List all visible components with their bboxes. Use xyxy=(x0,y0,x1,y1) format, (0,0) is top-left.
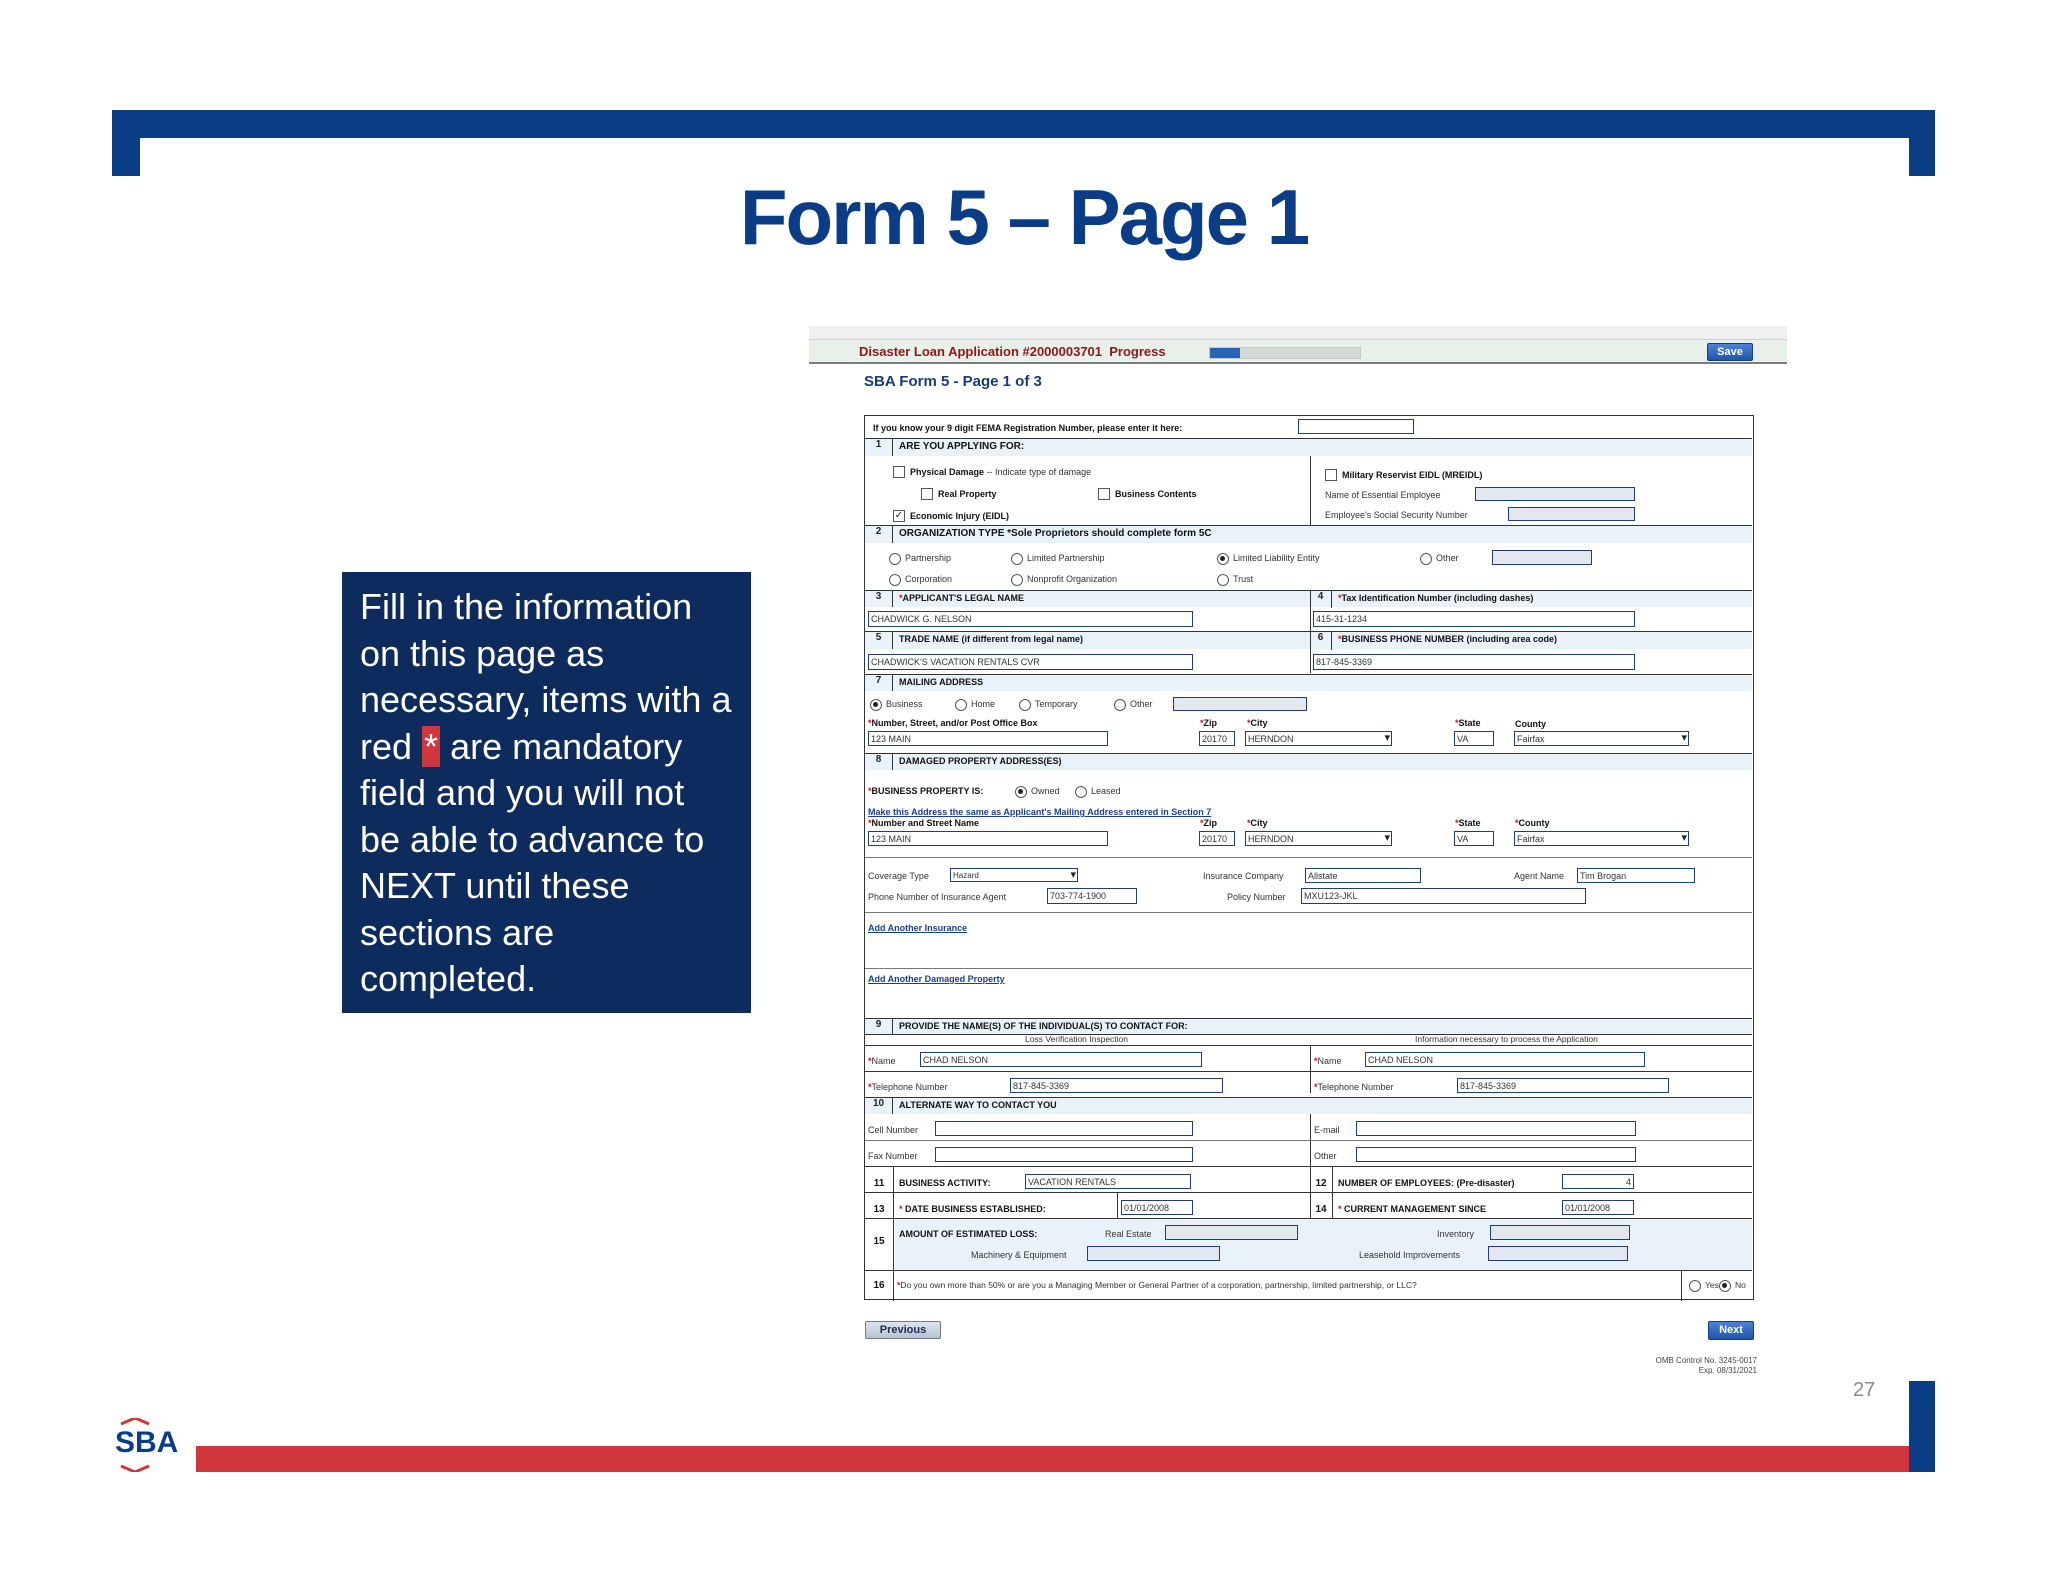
frame-bottom-bar xyxy=(196,1446,1910,1472)
application-title: Disaster Loan Application #2000003701 Progress xyxy=(859,344,1166,359)
employee-ssn-input[interactable] xyxy=(1508,507,1635,521)
owned-radio[interactable] xyxy=(1015,786,1027,798)
section-1-label: ARE YOU APPLYING FOR: xyxy=(899,441,1025,452)
same-address-link[interactable]: Make this Address the same as Applicant's Mailing Address entered in Section 7 xyxy=(868,807,1212,817)
agent-name-input[interactable]: Tim Brogan xyxy=(1577,868,1695,883)
cell-number-input[interactable] xyxy=(935,1121,1193,1136)
org-other-input[interactable] xyxy=(1492,550,1592,565)
form-screenshot xyxy=(809,326,1787,1378)
property-street-input[interactable]: 123 MAIN xyxy=(868,831,1108,846)
section-10-header: 10 ALTERNATE WAY TO CONTACT YOU xyxy=(865,1097,1752,1114)
policy-number-input[interactable]: MXU123-JKL xyxy=(1301,888,1586,904)
corporation-radio[interactable] xyxy=(889,574,901,586)
next-button[interactable]: Next xyxy=(1708,1321,1754,1340)
essential-employee-input[interactable] xyxy=(1475,487,1635,501)
processing-contact-heading: Information necessary to process the Application xyxy=(1415,1034,1598,1044)
form-body: If you know your 9 digit FEMA Registration Number, please enter it here: 1 ARE YOU APPLYING FOR: Physical Damage -- Indicate type of damage Real Property Business Contents ✓ Economic Injury (EIDL) Military Reservist EIDL (MREIDL) Name of Essential Employee Employee's Social Security Number 2 ORGANIZATION TYPE *Sole Proprietors should complete form 5C Partnership Limited Partnership Limited Liability Entity Other Corporation Nonprofit Organization Trust 3 *APPLICANT'S LEGAL NAME 4 *Tax Identification Number (including dashes) CHADWICK G. NELSON 415-31-1234 5 TRADE NAME (if different from legal name) 6 *BUSINESS PHONE NUMBER (including area code) CHADWICK'S VACATION RENTALS CVR 817-845-3369 7 MAILING ADDRESS Business Home Temporary Other *Number, Street, and/or Post Office Box *Zip *City *State County 123 MAIN 20170 HERNDON ▾ VA Fairfax ▾ 8 DAMAGED PROPERTY ADDRESS(ES) *BUSINESS PROPERTY IS: Owned Leased Make this Address the same as Applicant's Mailing Address entered in Section 7 *Number and Street Name *Zip *City *State *County 123 MAIN 20170 HERNDON ▾ VA Fairfax ▾ Coverage Type Hazard ▾ Insurance Company Allstate Agent Name Tim Brogan Phone Number of Insurance Agent 703-774-1900 Policy Number MXU123-JKL Add Another Insurance Add Another Damaged Property 9 PROVIDE THE NAME(S) OF THE INDIVIDUAL(S) TO CONTACT FOR: Loss Verification Inspection Information necessary to process the Application *Name CHAD NELSON *Name CHAD NELSON *Telephone Number 817-845-3369 *Telephone Number 817-845-3369 10 ALTERNATE WAY TO CONTACT YOU Cell Number E-mail Fax Number Other 11 BUSINESS ACTIVITY: VACATION RENTALS 12 NUMBER OF EMPLOYEES: (Pre-disaster) 4 13 * DATE BUSINESS ESTABLISHED: 01/01/2008 14 * CURRENT MANAGEMENT SINCE 01/01/2008 15 AMOUNT OF ESTIMATED LOSS: Real Estate Inventory Machinery & Equipment Leasehold Improvements 16 *Do you own more than 50% or are you a Managing Member or General Partner of a corporation, partnership, limited partnership, or LLC? Yes No xyxy=(864,415,1754,1300)
section-12-label: NUMBER OF EMPLOYEES: (Pre-disaster) xyxy=(1338,1178,1515,1188)
instruction-callout xyxy=(342,572,751,1013)
frame-corner-bar xyxy=(1909,1381,1935,1472)
employee-ssn-label: Employee's Social Security Number xyxy=(1325,510,1468,520)
leased-radio[interactable] xyxy=(1075,786,1087,798)
limited-partnership-label: Limited Partnership xyxy=(1027,553,1105,563)
add-damaged-property-link[interactable]: Add Another Damaged Property xyxy=(868,974,1005,984)
other-contact-input[interactable] xyxy=(1356,1147,1636,1162)
agent-phone-input[interactable]: 703-774-1900 xyxy=(1047,888,1137,904)
section-7-header: 7 MAILING ADDRESS xyxy=(865,674,1752,691)
add-insurance-link[interactable]: Add Another Insurance xyxy=(868,923,968,933)
section-11-label: BUSINESS ACTIVITY: xyxy=(899,1178,991,1188)
org-other-radio[interactable] xyxy=(1420,553,1432,565)
real-property-label: Real Property xyxy=(938,489,997,499)
essential-employee-label: Name of Essential Employee xyxy=(1325,490,1441,500)
form-title: SBA Form 5 - Page 1 of 3 xyxy=(864,373,1042,390)
slide-title: Form 5 – Page 1 xyxy=(739,173,1309,261)
inventory-loss-input[interactable] xyxy=(1490,1225,1630,1240)
nonprofit-radio[interactable] xyxy=(1011,574,1023,586)
partnership-radio[interactable] xyxy=(889,553,901,565)
sba-logo xyxy=(113,1418,183,1472)
trust-radio[interactable] xyxy=(1217,574,1229,586)
mailing-county-select[interactable]: Fairfax ▾ xyxy=(1514,731,1689,746)
previous-button[interactable]: Previous xyxy=(865,1321,941,1339)
section-3-label: *APPLICANT'S LEGAL NAME xyxy=(899,593,1024,603)
section-3-4-header: 3 *APPLICANT'S LEGAL NAME 4 *Tax Identification Number (including dashes) xyxy=(865,590,1752,607)
frame-top-bar xyxy=(112,110,1935,138)
sect16-yes-radio[interactable] xyxy=(1689,1280,1701,1292)
property-county-select[interactable]: Fairfax ▾ xyxy=(1514,831,1689,846)
section-8-header: 8 DAMAGED PROPERTY ADDRESS(ES) xyxy=(865,753,1752,770)
section-13-label: * DATE BUSINESS ESTABLISHED: xyxy=(899,1204,1046,1214)
omb-control-number: OMB Control No. 3245-0017 Exp. 08/31/2021 xyxy=(1655,1356,1757,1375)
progress-label: Progress xyxy=(1109,344,1166,359)
llc-label: Limited Liability Entity xyxy=(1233,553,1320,563)
section-9-header: 9 PROVIDE THE NAME(S) OF THE INDIVIDUAL(S) TO CONTACT FOR: xyxy=(865,1018,1752,1034)
mailing-street-input[interactable]: 123 MAIN xyxy=(868,731,1108,746)
org-other-label: Other xyxy=(1436,553,1459,563)
inspection-contact-phone-input[interactable]: 817-845-3369 xyxy=(1010,1078,1223,1093)
property-city-select[interactable]: HERNDON ▾ xyxy=(1245,831,1392,846)
leasehold-loss-input[interactable] xyxy=(1488,1246,1628,1261)
physical-damage-label: Physical Damage -- Indicate type of damage xyxy=(910,467,1092,477)
processing-contact-name-input[interactable]: CHAD NELSON xyxy=(1365,1052,1645,1067)
inspection-contact-name-input[interactable]: CHAD NELSON xyxy=(920,1052,1202,1067)
mailing-state-input[interactable]: VA xyxy=(1454,731,1494,746)
slide-page-number: 27 xyxy=(1853,1379,1876,1401)
callout-text-before: Fill in the information on this page as necessary, items with a red xyxy=(360,586,732,767)
mailing-other-radio[interactable] xyxy=(1114,699,1126,711)
mreidl-label: Military Reservist EIDL (MREIDL) xyxy=(1342,470,1483,480)
mailing-temporary-radio[interactable] xyxy=(1019,699,1031,711)
section-5-label: TRADE NAME (if different from legal name) xyxy=(899,634,1084,644)
section-14-label: * CURRENT MANAGEMENT SINCE xyxy=(1338,1204,1487,1214)
section-6-label: *BUSINESS PHONE NUMBER (including area code) xyxy=(1338,634,1558,644)
frame-left-bar xyxy=(112,110,140,176)
section-2-header: 2 ORGANIZATION TYPE *Sole Proprietors should complete form 5C xyxy=(865,525,1752,543)
coverage-type-select[interactable]: Hazard ▾ xyxy=(950,868,1078,882)
llc-radio[interactable] xyxy=(1217,553,1229,565)
application-header xyxy=(809,340,1787,364)
browser-strip xyxy=(809,326,1787,340)
eidl-label: Economic Injury (EIDL) xyxy=(910,511,1010,521)
section-4-label: *Tax Identification Number (including dashes) xyxy=(1338,593,1534,603)
mailing-home-radio[interactable] xyxy=(955,699,967,711)
trust-label: Trust xyxy=(1233,574,1254,584)
callout-text-after: are mandatory field and you will not be able to advance to NEXT until these sections are completed. xyxy=(360,725,705,999)
business-phone-input[interactable]: 817-845-3369 xyxy=(1313,654,1635,670)
mailing-city-select[interactable]: HERNDON ▾ xyxy=(1245,731,1392,746)
physical-damage-checkbox[interactable] xyxy=(893,466,905,478)
email-input[interactable] xyxy=(1356,1121,1636,1136)
legal-name-input[interactable]: CHADWICK G. NELSON xyxy=(868,611,1193,627)
sba-logo-text: SBA xyxy=(115,1426,179,1459)
mailing-other-input[interactable] xyxy=(1173,697,1307,711)
real-property-checkbox[interactable] xyxy=(921,488,933,500)
limited-partnership-radio[interactable] xyxy=(1011,553,1023,565)
mailing-business-radio[interactable] xyxy=(870,699,882,711)
fax-number-input[interactable] xyxy=(935,1147,1193,1162)
corporation-label: Corporation xyxy=(905,574,953,584)
mailing-zip-input[interactable]: 20170 xyxy=(1199,731,1235,746)
section-16-question: *Do you own more than 50% or are you a Managing Member or General Partner of a corporation, partnership, limited partnership, or LLC? xyxy=(897,1280,1417,1290)
section-15-label: AMOUNT OF ESTIMATED LOSS: xyxy=(899,1229,1038,1239)
section-10-label: ALTERNATE WAY TO CONTACT YOU xyxy=(899,1100,1057,1110)
property-zip-input[interactable]: 20170 xyxy=(1199,831,1235,846)
eidl-checkbox[interactable]: ✓ xyxy=(894,510,904,521)
section-2-label: ORGANIZATION TYPE *Sole Proprietors should complete form 5C xyxy=(899,528,1212,539)
mreidl-checkbox[interactable] xyxy=(1325,469,1337,481)
business-activity-input[interactable]: VACATION RENTALS xyxy=(1025,1174,1191,1189)
frame-right-bar xyxy=(1909,110,1935,176)
loss-verification-heading: Loss Verification Inspection xyxy=(1025,1034,1129,1044)
business-property-is-label: *BUSINESS PROPERTY IS: xyxy=(868,786,984,796)
business-contents-checkbox[interactable] xyxy=(1098,488,1110,500)
section-9-label: PROVIDE THE NAME(S) OF THE INDIVIDUAL(S) TO CONTACT FOR: xyxy=(899,1021,1188,1031)
progress-bar xyxy=(1209,347,1361,359)
employee-count-input[interactable]: 4 xyxy=(1562,1174,1634,1189)
fema-number-input[interactable] xyxy=(1298,419,1414,434)
section-1-number: 1 xyxy=(865,439,893,456)
trade-name-input[interactable]: CHADWICK'S VACATION RENTALS CVR xyxy=(868,654,1193,670)
nonprofit-label: Nonprofit Organization xyxy=(1027,574,1118,584)
sect16-no-radio[interactable] xyxy=(1719,1280,1731,1292)
property-state-input[interactable]: VA xyxy=(1454,831,1494,846)
tax-id-input[interactable]: 415-31-1234 xyxy=(1313,611,1635,627)
fema-prompt: If you know your 9 digit FEMA Registration Number, please enter it here: xyxy=(873,423,1183,433)
management-since-input[interactable]: 01/01/2008 xyxy=(1562,1200,1634,1215)
section-7-label: MAILING ADDRESS xyxy=(899,677,984,687)
partnership-label: Partnership xyxy=(905,553,952,563)
insurance-company-input[interactable]: Allstate xyxy=(1305,868,1421,883)
save-button[interactable]: Save xyxy=(1707,343,1753,361)
date-established-input[interactable]: 01/01/2008 xyxy=(1121,1200,1193,1215)
callout-red-star: * xyxy=(424,725,439,767)
processing-contact-phone-input[interactable]: 817-845-3369 xyxy=(1457,1078,1669,1093)
section-5-6-header: 5 TRADE NAME (if different from legal name) 6 *BUSINESS PHONE NUMBER (including area code) xyxy=(865,631,1752,649)
section-8-label: DAMAGED PROPERTY ADDRESS(ES) xyxy=(899,756,1062,766)
machinery-loss-input[interactable] xyxy=(1087,1246,1220,1261)
section-1-header xyxy=(865,438,1752,456)
real-estate-loss-input[interactable] xyxy=(1165,1225,1298,1240)
progress-fill xyxy=(1210,348,1240,358)
business-contents-label: Business Contents xyxy=(1115,489,1197,499)
